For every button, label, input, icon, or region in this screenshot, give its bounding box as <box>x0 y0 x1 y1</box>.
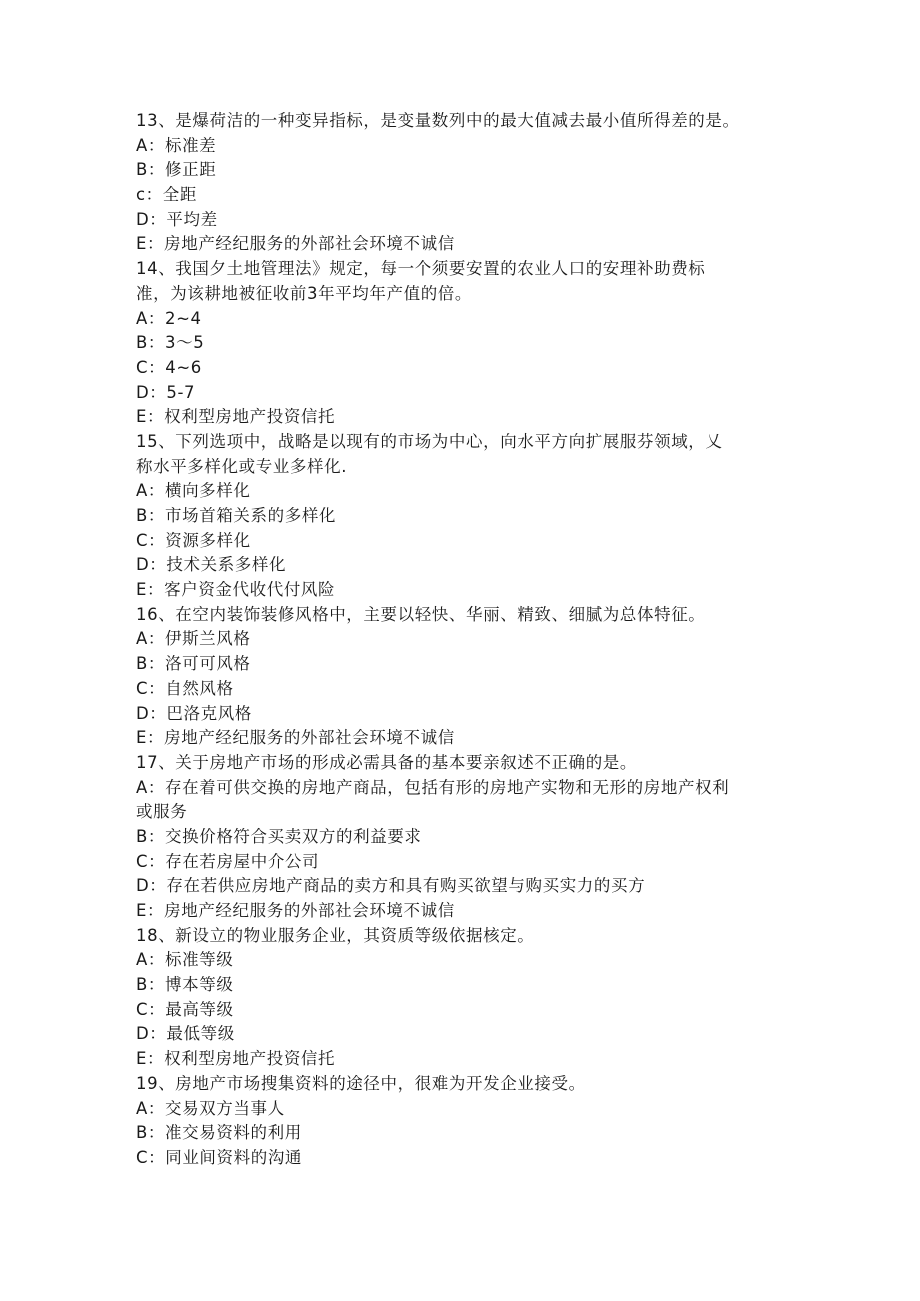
answer-option: C：最高等级 <box>136 999 234 1019</box>
answer-option: B：洛可可风格 <box>136 654 251 674</box>
answer-option: A：标准差 <box>136 135 217 155</box>
question-stem-line: 17、关于房地产市场的形成必需具备的基本要亲叙述不正确的是。 <box>136 752 637 772</box>
answer-option: A：交易双方当事人 <box>136 1098 285 1118</box>
question-stem-line: 15、下列选项中，战略是以现有的市场为中心，向水平方向扩展服芬领域，乂 <box>136 431 723 451</box>
answer-option: B：交换价格符合买卖双方的利益要求 <box>136 826 422 846</box>
answer-option: A：伊斯兰风格 <box>136 629 251 649</box>
question-stem-line: 准，为该耕地被征收前3年平均年产值的倍。 <box>136 283 472 303</box>
answer-option: A：存在着可供交换的房地产商品，包括有形的房地产实物和无形的房地产权利 <box>136 777 730 797</box>
answer-option: D：技术关系多样化 <box>136 555 287 575</box>
answer-option: C：存在若房屋中介公司 <box>136 851 320 871</box>
answer-option: B：博本等级 <box>136 975 234 995</box>
answer-option: E：权利型房地产投资信托 <box>136 407 336 427</box>
answer-option: D：存在若供应房地产商品的卖方和具有购买欲望与购买实力的买方 <box>136 876 646 896</box>
answer-option: D：平均差 <box>136 209 218 229</box>
question-list <box>136 109 796 1171</box>
answer-option: D：5-7 <box>136 382 196 402</box>
answer-option: A：横向多样化 <box>136 481 251 501</box>
answer-option: D：最低等级 <box>136 1024 235 1044</box>
answer-option: 或服务 <box>136 802 188 822</box>
answer-option: C：同业间资料的沟通 <box>136 1147 303 1167</box>
question-stem-line: 18、新设立的物业服务企业，其资质等级依据核定。 <box>136 925 535 945</box>
answer-option: E：房地产经纪服务的外部社会环境不诚信 <box>136 901 455 920</box>
answer-option: B：市场首箱关系的多样化 <box>136 506 337 525</box>
question-block <box>136 257 796 430</box>
answer-option: A：标准等级 <box>136 950 234 970</box>
question-stem-line: 16、在空内装饰装修风格中，主要以轻快、华丽、精致、细腻为总体特征。 <box>136 604 706 624</box>
answer-option: D：巴洛克风格 <box>136 703 252 723</box>
question-block <box>136 751 796 924</box>
answer-option: C：资源多样化 <box>136 530 251 550</box>
question-block <box>136 924 796 1072</box>
question-stem-line: 称水平多样化或专业多样化. <box>136 456 348 476</box>
question-block <box>136 603 796 751</box>
answer-option: E：客户资金代收代付风险 <box>136 580 336 600</box>
question-stem-line: 19、房地产市场搜集资料的途径中，很难为开发企业接受。 <box>136 1073 586 1093</box>
answer-option: C：自然风格 <box>136 678 234 698</box>
answer-option: B：准交易资料的利用 <box>136 1123 302 1143</box>
question-block <box>136 430 796 603</box>
answer-option: C：4~6 <box>136 357 202 377</box>
question-stem-line: 14、我国夕土地管理法》规定，每一个须要安置的农业人口的安理补助费标 <box>136 259 706 279</box>
answer-option: c：全距 <box>136 185 197 205</box>
answer-option: B：3～5 <box>136 333 205 353</box>
answer-option: E：权利型房地产投资信托 <box>136 1049 336 1069</box>
answer-option: E：房地产经纪服务的外部社会环境不诚信 <box>136 728 455 748</box>
answer-option: E：房地产经纪服务的外部社会环境不诚信 <box>136 234 455 254</box>
question-stem-line: 13、是爆荷洁的一种变异指标，是变量数列中的最大值减去最小值所得差的是。 <box>136 111 740 130</box>
answer-option: B：修正距 <box>136 160 217 180</box>
question-block <box>136 1072 796 1171</box>
question-block <box>136 109 796 257</box>
answer-option: A：2~4 <box>136 308 202 328</box>
